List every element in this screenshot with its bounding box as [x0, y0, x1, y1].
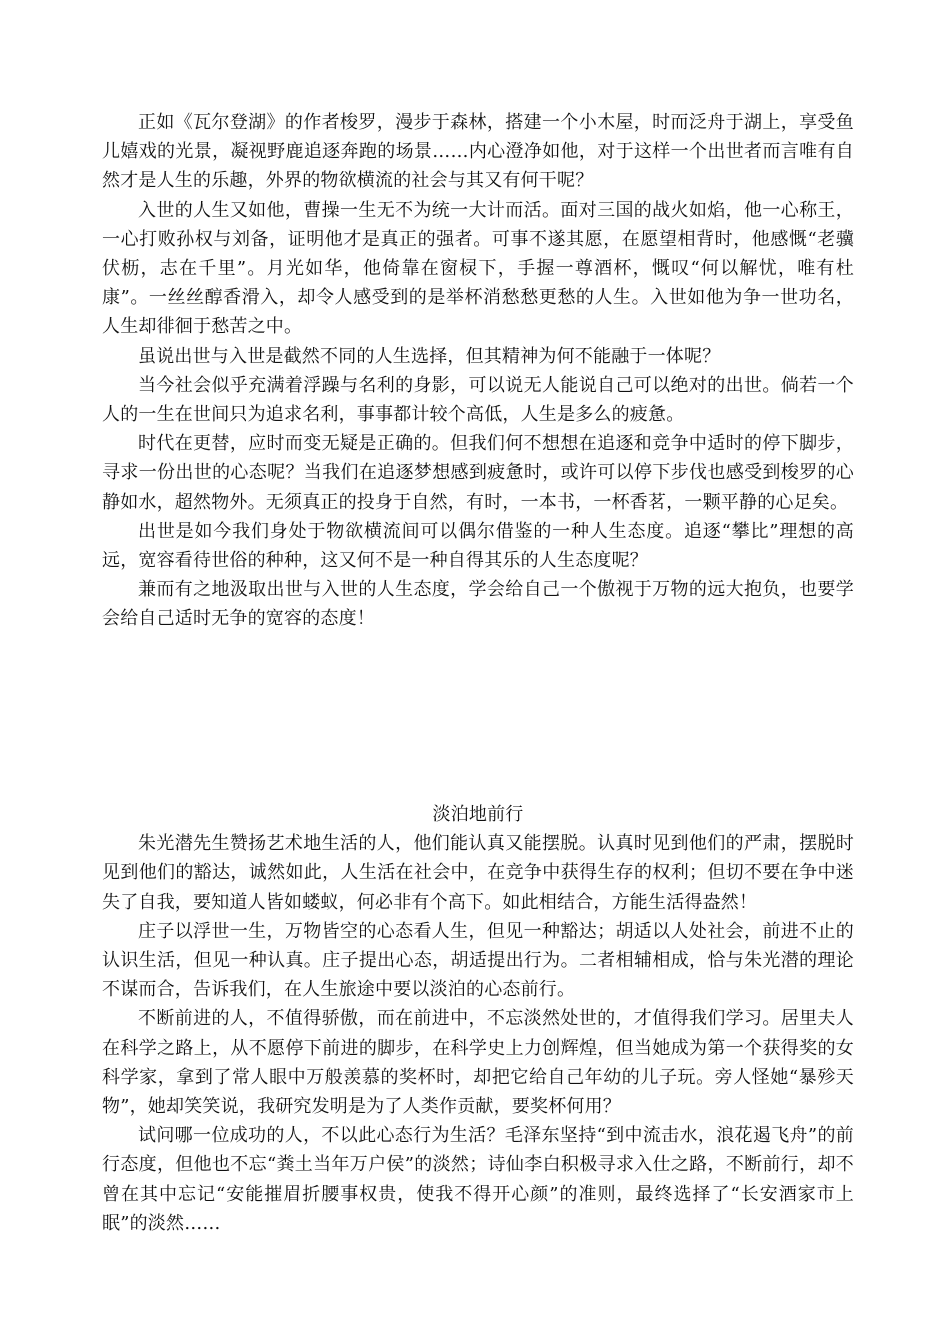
- paragraph-conclusion: 兼而有之地汲取出世与入世的人生态度，学会给自己一个傲视于万物的远大抱负，也要学会给自己适时无争的宽容的态度！: [102, 579, 854, 630]
- essay-section-2: [102, 800, 854, 1238]
- paragraph-attitude: 出世是如今我们身处于物欲横流间可以偶尔借鉴的一种人生态度。追逐“攀比”理想的高远，宽容看待世俗的种种，这又何不是一种自得其乐的人生态度呢？: [102, 520, 854, 572]
- paragraph-mao-libai: 试问哪一位成功的人，不以此心态行为生活？毛泽东坚持“到中流击水，浪花遏飞舟”的前行态度，但他也不忘“粪土当年万户侯”的淡然；诗仙李白积极寻求入仕之路，不断前行，却不曾在其中忘记“安能摧眉折腰事权贵，使我不得开心颜”的准则，最终选择了“长安酒家市上眠”的淡然……: [102, 1125, 854, 1234]
- essay-title: 淡泊地前行: [432, 804, 524, 825]
- paragraph-caocao: 入世的人生又如他，曹操一生无不为统一大计而活。面对三国的战火如焰，他一心称王，一心打败孙权与刘备，证明他才是真正的强者。可事不遂其愿，在愿望相背时，他感慨“老骥伏枥，志在千里”。月光如华，他倚靠在窗棂下，手握一尊酒杯，慨叹“何以解忧，唯有杜康”。一丝丝醇香滑入，却令人感受到的是举杯消愁愁更愁的人生。入世如他为争一世功名，人生却徘徊于愁苦之中。: [102, 199, 854, 338]
- essay-section-1: [102, 108, 854, 634]
- paragraph-times: 时代在更替，应时而变无疑是正确的。但我们何不想想在追逐和竞争中适时的停下脚步，寻求一份出世的心态呢？当我们在追逐梦想感到疲惫时，或许可以停下步伐也感受到梭罗的心静如水，超然物外。无须真正的投身于自然，有时，一本书，一杯香茗，一颗平静的心足矣。: [102, 433, 854, 513]
- paragraph-question: 虽说出世与入世是截然不同的人生选择，但其精神为何不能融于一体呢？: [138, 345, 721, 367]
- paragraph-curie: 不断前进的人，不值得骄傲，而在前进中，不忘淡然处世的，才值得我们学习。居里夫人在科学之路上，从不愿停下前进的脚步，在科学史上力创辉煌，但当她成为第一个获得奖的女科学家，拿到了常人眼中万般羡慕的奖杯时，却把它给自己年幼的儿子玩。旁人怪她“暴殄天物”，她却笑笑说，我研究发明是为了人类作贡献，要奖杯何用？: [102, 1008, 854, 1118]
- paragraph-zhu-guangqian: 朱光潜先生赞扬艺术地生活的人，他们能认真又能摆脱。认真时见到他们的严肃，摆脱时见到他们的豁达，诚然如此，人生活在社会中，在竞争中获得生存的权利；但切不要在争中迷失了自我，要知道人皆如蝼蚁，何必非有个高下。如此相结合，方能生活得盎然！: [102, 833, 854, 913]
- paragraph-zhuangzi-hushi: 庄子以浮世一生，万物皆空的心态看人生，但见一种豁达；胡适以人处社会，前进不止的认识生活，但见一种认真。庄子提出心态，胡适提出行为。二者相辅相成，恰与朱光潜的理论不谋而合，告诉我们，在人生旅途中要以淡泊的心态前行。: [102, 920, 854, 1001]
- paragraph-thoreau: 正如《瓦尔登湖》的作者梭罗，漫步于森林，搭建一个小木屋，时而泛舟于湖上，享受鱼儿嬉戏的光景，凝视野鹿追逐奔跑的场景……内心澄净如他，对于这样一个出世者而言唯有自然才是人生的乐趣，外界的物欲横流的社会与其又有何干呢？: [102, 112, 854, 192]
- paragraph-society: 当今社会似乎充满着浮躁与名利的身影，可以说无人能说自己可以绝对的出世。倘若一个人的一生在世间只为追求名利，事事都计较个高低，人生是多么的疲惫。: [102, 374, 854, 426]
